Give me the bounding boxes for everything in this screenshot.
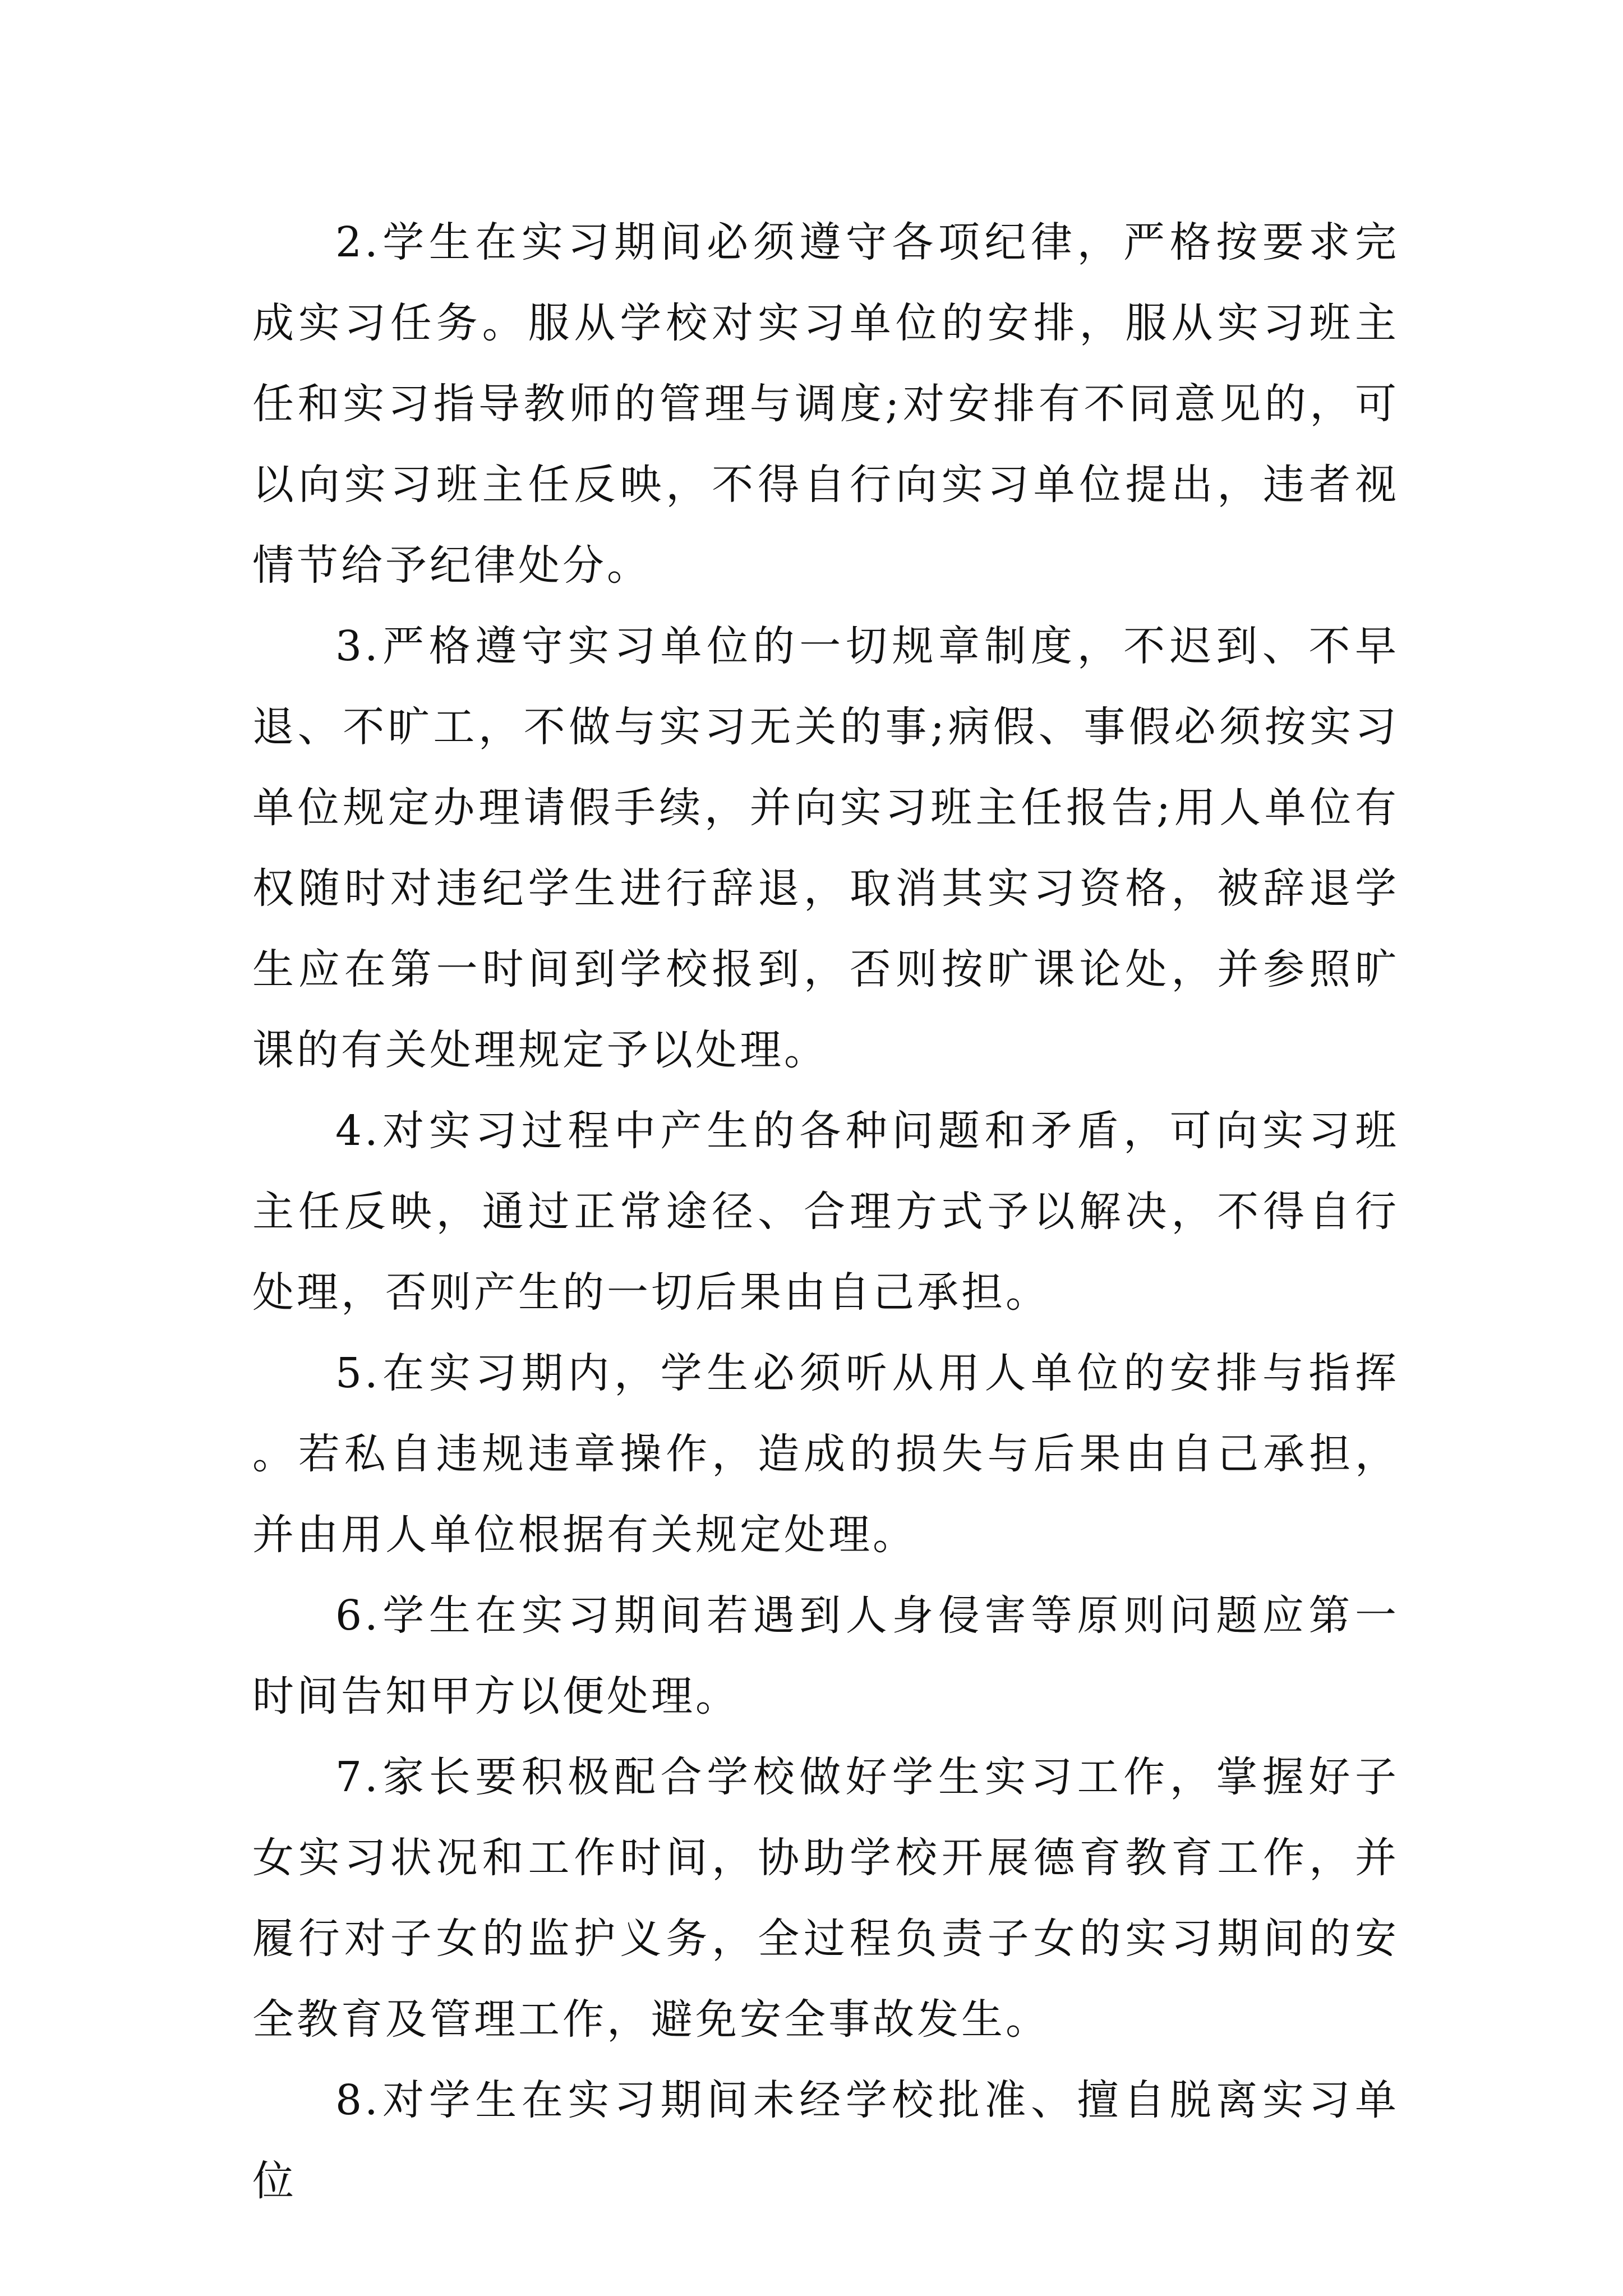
paragraph-item-3: 3.严格遵守实习单位的一切规章制度，不迟到、不早退、不旷工，不做与实习无关的事;病假、事假必须按实习单位规定办理请假手续，并向实习班主任报告;用人单位有权随时对违纪学生进行辞退，取消其实习资格，被辞退学生应在第一时间到学校报到，否则按旷课论处，并参照旷课的有关处理规定予以处理。 [252, 622, 1399, 1074]
paragraph-item-2: 2.学生在实习期间必须遵守各项纪律，严格按要求完成实习任务。服从学校对实习单位的安排，服从实习班主任和实习指导教师的管理与调度;对安排有不同意见的，可以向实习班主任反映，不得自行向实习单位提出，违者视情节给予纪律处分。 [252, 218, 1399, 590]
paragraph-item-8: 8.对学生在实习期间未经学校批准、擅自脱离实习单位 [252, 2076, 1399, 2205]
paragraph-item-7: 7.家长要积极配合学校做好学生实习工作，掌握好子女实习状况和工作时间，协助学校开展德育教育工作，并履行对子女的监护义务，全过程负责子女的实习期间的安全教育及管理工作，避免安全事故发生。 [252, 1753, 1399, 2044]
document-body [252, 202, 1399, 2221]
paragraph-item-5: 5.在实习期内，学生必须听从用人单位的安排与指挥。若私自违规违章操作，造成的损失与后果由自己承担，并由用人单位根据有关规定处理。 [252, 1349, 1399, 1559]
paragraph-item-6: 6.学生在实习期间若遇到人身侵害等原则问题应第一时间告知甲方以便处理。 [252, 1591, 1399, 1720]
paragraph-item-4: 4.对实习过程中产生的各种问题和矛盾，可向实习班主任反映，通过正常途径、合理方式予以解决，不得自行处理，否则产生的一切后果由自己承担。 [252, 1107, 1399, 1317]
